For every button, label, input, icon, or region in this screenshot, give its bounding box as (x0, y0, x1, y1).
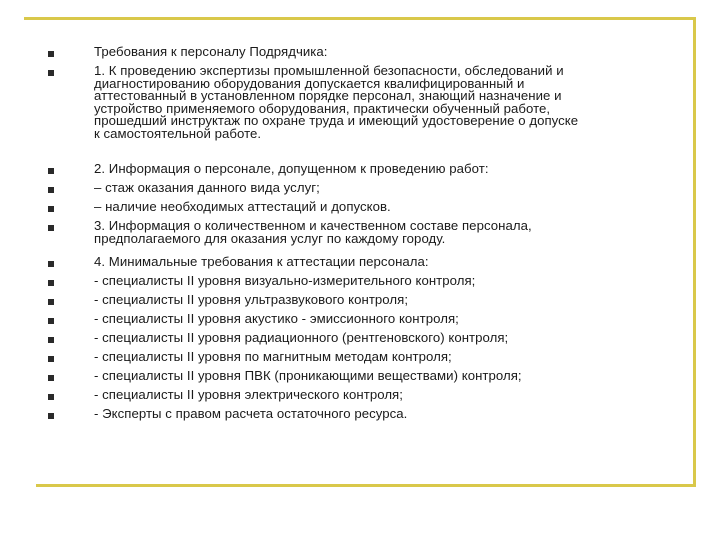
list-item-text: - специалисты II уровня ПВК (проникающими веществами) контроля; (94, 368, 522, 383)
square-bullet-icon (48, 70, 54, 76)
square-bullet-icon (48, 356, 54, 362)
square-bullet-icon (48, 337, 54, 343)
square-bullet-icon (48, 413, 54, 419)
square-bullet-icon (48, 299, 54, 305)
list-item-text: - специалисты II уровня визуально-измерительного контроля; (94, 273, 476, 288)
square-bullet-icon (48, 51, 54, 57)
square-bullet-icon (48, 206, 54, 212)
square-bullet-icon (48, 394, 54, 400)
list-item-text: - специалисты II уровня по магнитным методам контроля; (94, 349, 452, 364)
square-bullet-icon (48, 261, 54, 267)
list-item-text: - специалисты II уровня радиационного (рентгеновского) контроля; (94, 330, 509, 345)
list-item-text: - специалисты II уровня электрического контроля; (94, 387, 403, 402)
list-item-text: 2. Информация о персонале, допущенном к проведению работ: (94, 161, 489, 176)
section-heading: Требования к персоналу Подрядчика: (94, 44, 328, 59)
square-bullet-icon (48, 187, 54, 193)
square-bullet-icon (48, 225, 54, 231)
square-bullet-icon (48, 280, 54, 286)
list-item-text: 3. Информация о количественном и качественном составе персонала, предполагаемого для оказания услуг по каждому городу. (94, 218, 532, 246)
list-item-text: - специалисты II уровня ультразвукового контроля; (94, 292, 409, 307)
list-item-text: – наличие необходимых аттестаций и допусков. (94, 199, 391, 214)
list-item-text: - Эксперты с правом расчета остаточного ресурса. (94, 406, 408, 421)
list-item-text: 1. К проведению экспертизы промышленной безопасности, обследований и диагностированию оборудования допускается квалифицированный и аттестованный в установленном порядке персонал, знающий назначение и устройство применяемого оборудования, практически обученный работе, прошедший инструктаж по охране труда и имеющий удостоверение о допуске к самостоятельной работе. (94, 63, 579, 141)
square-bullet-icon (48, 168, 54, 174)
square-bullet-icon (48, 375, 54, 381)
list-item-text: - специалисты II уровня акустико - эмиссионного контроля; (94, 311, 459, 326)
square-bullet-icon (48, 318, 54, 324)
list-item-text: – стаж оказания данного вида услуг; (94, 180, 320, 195)
list-item-text: 4. Минимальные требования к аттестации персонала: (94, 254, 429, 269)
